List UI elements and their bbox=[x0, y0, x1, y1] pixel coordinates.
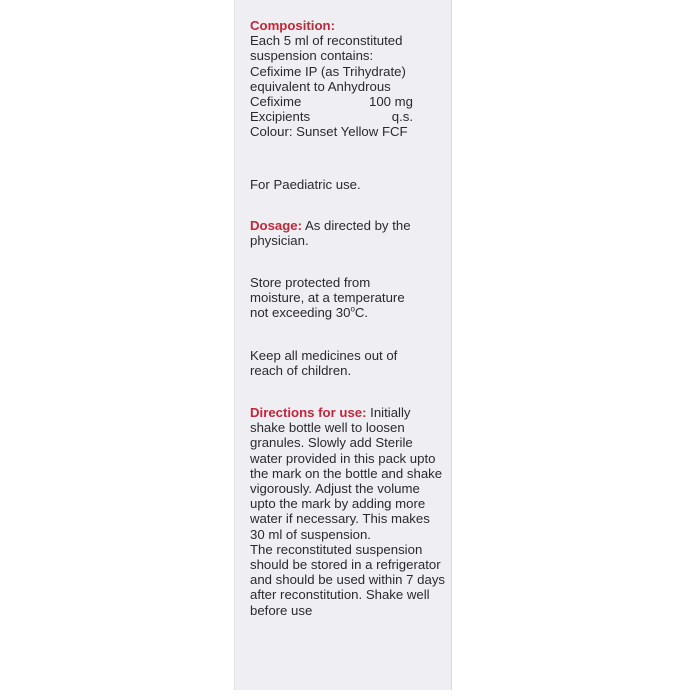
excipients-row bbox=[250, 109, 413, 124]
directions-line: water if necessary. This makes bbox=[250, 511, 430, 527]
cefixime-row bbox=[250, 94, 413, 109]
excipients-label: Excipients bbox=[250, 109, 311, 125]
composition-line: Cefixime IP (as Trihydrate) bbox=[250, 63, 406, 79]
composition-heading: Composition: bbox=[250, 18, 335, 33]
colour-line: Colour: Sunset Yellow FCF bbox=[250, 124, 408, 140]
directions-line: granules. Slowly add Sterile bbox=[250, 435, 413, 451]
dosage-block bbox=[250, 218, 450, 248]
dosage-text: As directed by the bbox=[302, 218, 411, 233]
directions-line: water provided in this pack upto bbox=[250, 450, 436, 466]
composition-line: Each 5 ml of reconstituted bbox=[250, 33, 403, 49]
cefixime-value: 100 mg bbox=[369, 94, 413, 110]
composition-line: equivalent to Anhydrous bbox=[250, 78, 391, 94]
storage-line: Store protected from bbox=[250, 275, 371, 290]
directions-line: The reconstituted suspension bbox=[250, 541, 423, 557]
directions-line: 30 ml of suspension. bbox=[250, 526, 371, 542]
directions-line: should be stored in a refrigerator bbox=[250, 557, 441, 573]
directions-heading: Directions for use: bbox=[250, 405, 367, 420]
dosage-line: physician. bbox=[250, 233, 309, 249]
excipients-value: q.s. bbox=[391, 109, 413, 125]
composition-line: suspension contains: bbox=[250, 48, 374, 64]
paediatric-text: For Paediatric use. bbox=[250, 177, 361, 192]
directions-line: vigorously. Adjust the volume bbox=[250, 481, 420, 497]
storage-block bbox=[250, 275, 450, 321]
storage-line: not exceeding 30$^o$C. bbox=[250, 305, 369, 321]
directions-line: before use bbox=[250, 602, 313, 618]
directions-line: shake bottle well to loosen bbox=[250, 420, 405, 436]
cefixime-label: Cefixime bbox=[250, 94, 302, 110]
keep-away-block bbox=[250, 348, 450, 378]
directions-block bbox=[250, 405, 450, 618]
keep-away-line: Keep all medicines out of bbox=[250, 348, 398, 363]
directions-line: and should be used within 7 days bbox=[250, 572, 446, 588]
directions-line: upto the mark by adding more bbox=[250, 496, 426, 512]
storage-line: moisture, at a temperature bbox=[250, 290, 405, 306]
directions-text: Initially bbox=[366, 405, 411, 420]
composition-block bbox=[250, 18, 450, 140]
keep-away-line: reach of children. bbox=[250, 363, 352, 379]
directions-line: after reconstitution. Shake well bbox=[250, 587, 430, 603]
dosage-heading: Dosage: bbox=[250, 218, 303, 233]
directions-line: the mark on the bottle and shake bbox=[250, 465, 443, 481]
